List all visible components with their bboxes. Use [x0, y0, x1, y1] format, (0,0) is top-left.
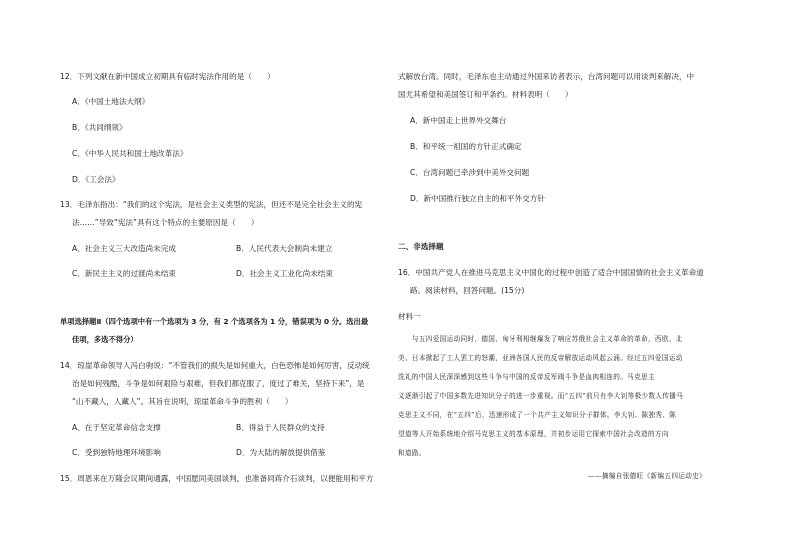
material-one-line: 与五四爱国运动同时，德国、匈牙利相继爆发了响应苏俄社会主义革命的革命，西欧、北: [398, 335, 683, 343]
material-one-line: 和道路。: [398, 449, 426, 457]
material-one-line: 洗礼的中国人民深深感到这些斗争与中国的反帝反军阀斗争是血肉相连的。马克思主: [398, 373, 655, 381]
question-13-stem-line2: 法……”导致“宪法”具有这个特点的主要原因是（ ）: [72, 218, 259, 227]
question-13-option-c[interactable]: C．新民主主义的过渡尚未结束: [72, 269, 177, 278]
material-one-line: 义逐渐引起了中国多数先进知识分子的进一步重视。而“五四”前只有李大钊等极少数人传播马: [398, 392, 684, 400]
question-14-option-c[interactable]: C．受到独特地理环境影响: [72, 448, 161, 457]
question-14-line1: 14．琼崖革命领导人冯白驹说：“不管我们的损失是如何重大，白色恐怖是如何厉害，反动统: [60, 361, 370, 370]
question-15-option-c[interactable]: C．台湾问题已牵涉到中美外交问题: [410, 168, 530, 177]
question-14-option-d[interactable]: D．为大陆的解放提供借鉴: [236, 448, 326, 457]
section-b-heading-line2: 佳项，多选不得分）: [72, 335, 138, 344]
question-12-option-a[interactable]: A．《中国土地法大纲》: [72, 97, 150, 106]
question-15-line1: 15．周恩来在万隆会议期间通露，中国愿同美国谈判，也准备同蒋介石谈判，以便能用和平方: [60, 474, 374, 483]
question-14-option-b[interactable]: B．得益于人民群众的支持: [236, 423, 325, 432]
section-b-heading-line1: 单项选择题Ⅱ（四个选项中有一个选项为 3 分，有 2 个选项各为 1 分，错误项为 0 分。选出最: [60, 317, 369, 326]
section-two-heading: 二、非选择题: [398, 242, 444, 251]
material-one-line: 美、日本掀起了工人罢工的怒潮，亚洲各国人民的反帝解放运动风起云涌。经过五四爱国运动: [398, 354, 683, 362]
question-15-cont-line1: 式解放台湾。同时，毛泽东也主动通过外国来访者表示，台湾问题可以用谈判来解决，中: [398, 72, 695, 81]
question-15-option-a[interactable]: A．新中国走上世界外交舞台: [410, 116, 507, 125]
question-13-option-b[interactable]: B．人民代表大会制尚未建立: [236, 244, 333, 253]
question-16-line2: 路。阅读材料，回答问题。(15分): [410, 286, 525, 295]
material-one-title: 材料一: [398, 312, 421, 321]
question-15-option-b[interactable]: B．和平统一祖国的方针正式确定: [410, 142, 522, 151]
question-14-line2: 治是如何残酷，斗争是如何艰险与艰难，但我们都克服了，度过了难关，坚持下来”，是: [72, 379, 365, 388]
question-13-option-a[interactable]: A．社会主义三大改造尚未完成: [72, 244, 176, 253]
question-14-line3: “山不藏人，人藏人”。其旨在说明，琼崖革命斗争的胜利（ ）: [72, 397, 293, 406]
material-source: ——摘编自张德旺《新编五四运动史》: [588, 472, 707, 480]
question-12-option-c[interactable]: C．《中华人民共和国土地改革法》: [72, 149, 188, 158]
question-12-stem: 12．下列文献在新中国成立初期具有临时宪法作用的是（ ）: [60, 72, 275, 81]
question-12-option-b[interactable]: B．《共同纲领》: [72, 123, 127, 132]
question-15-cont-line2: 国尤其希望和美国签订和平条约。材料表明（ ）: [398, 90, 573, 99]
material-one-line: 望道等人开始系统地介绍马克思主义的基本原理，并初步运用它探索中国社会改造的方向: [398, 430, 669, 438]
question-16-line1: 16．中国共产党人在推进马克思主义中国化的过程中创造了适合中国国情的社会主义革命道: [398, 268, 704, 277]
question-15-option-d[interactable]: D．新中国推行独立自主的和平外交方针: [410, 194, 545, 203]
question-12-option-d[interactable]: D．《工会法》: [72, 175, 120, 184]
question-13-option-d[interactable]: D．社会主义工业化尚未结束: [236, 269, 333, 278]
question-13-stem-line1: 13．毛泽东指出：“我们的这个宪法，是社会主义类型的宪法，但还不是完全社会主义的宪: [60, 200, 363, 209]
question-14-option-a[interactable]: A．在于坚定革命信念支撑: [72, 423, 161, 432]
material-one-line: 克思主义不同，在“五四”后，迅速形成了一个共产主义知识分子群体。李大钊、陈独秀、陈: [398, 411, 677, 419]
